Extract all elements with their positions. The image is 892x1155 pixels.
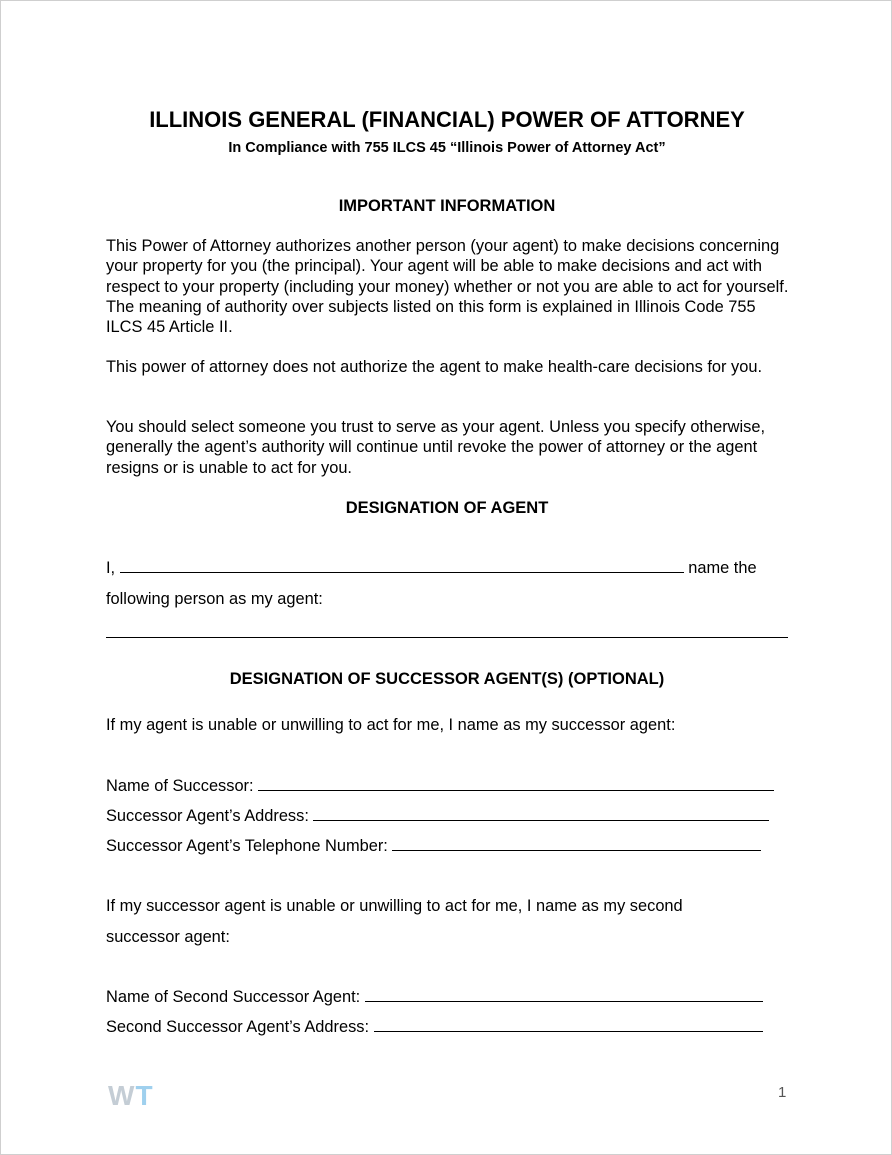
successor-name-line <box>106 776 774 796</box>
second-successor-intro-line-2: successor agent: <box>106 928 230 946</box>
wt-logo <box>108 1080 154 1112</box>
designation-of-agent-heading: DESIGNATION OF AGENT <box>345 499 549 517</box>
second-successor-address-label: Second Successor Agent’s Address: <box>106 1018 370 1036</box>
second-successor-name-label: Name of Second Successor Agent: <box>106 988 361 1006</box>
successor-agents-heading: DESIGNATION OF SUCCESSOR AGENT(S) (OPTIONAL) <box>229 670 665 688</box>
agent-name-field[interactable] <box>106 637 788 638</box>
second-successor-intro-line-1: If my successor agent is unable or unwilling to act for me, I name as my second <box>106 897 683 915</box>
second-successor-name-line <box>106 987 763 1007</box>
successor-phone-line <box>106 836 761 856</box>
important-info-paragraph-1: This Power of Attorney authorizes another person (your agent) to make decisions concerning your property for you (the principal). Your agent will be able to make decisions and act with respect to your property (including your money) whether or not you are able to act for yourself. The meaning of authority over subjects listed on this form is explained in Illinois Code 755 ILCS 45 Article II. <box>106 237 789 337</box>
second-successor-address-line <box>106 1017 763 1037</box>
principal-name-field[interactable] <box>120 558 684 573</box>
successor-intro: If my agent is unable or unwilling to act for me, I name as my successor agent: <box>106 716 676 734</box>
document-subtitle: In Compliance with 755 ILCS 45 “Illinois Power of Attorney Act” <box>228 140 666 156</box>
successor-name-label: Name of Successor: <box>106 777 254 795</box>
page-number: 1 <box>778 1084 787 1101</box>
second-successor-address-field[interactable] <box>374 1017 763 1032</box>
successor-address-label: Successor Agent’s Address: <box>106 807 309 825</box>
document-title: ILLINOIS GENERAL (FINANCIAL) POWER OF ATTORNEY <box>149 107 745 132</box>
successor-name-field[interactable] <box>258 776 774 791</box>
successor-address-field[interactable] <box>313 806 769 821</box>
important-info-paragraph-3: You should select someone you trust to serve as your agent. Unless you specify otherwise, generally the agent’s authority will continue until revoke the power of attorney or the agent resigns or is unable to act for you. <box>106 418 766 477</box>
logo-letter-t: T <box>135 1080 154 1111</box>
successor-phone-field[interactable] <box>392 836 761 851</box>
successor-phone-label: Successor Agent’s Telephone Number: <box>106 837 388 855</box>
important-information-heading: IMPORTANT INFORMATION <box>338 197 556 215</box>
second-successor-name-field[interactable] <box>365 987 763 1002</box>
important-info-paragraph-2: This power of attorney does not authorize the agent to make health-care decisions for you. <box>106 358 763 376</box>
logo-letter-w: W <box>108 1080 136 1111</box>
principal-name-line <box>106 558 757 578</box>
principal-suffix: name the <box>688 559 757 577</box>
successor-address-line <box>106 806 769 826</box>
principal-prefix: I, <box>106 559 116 577</box>
agent-intro-line: following person as my agent: <box>106 590 323 608</box>
